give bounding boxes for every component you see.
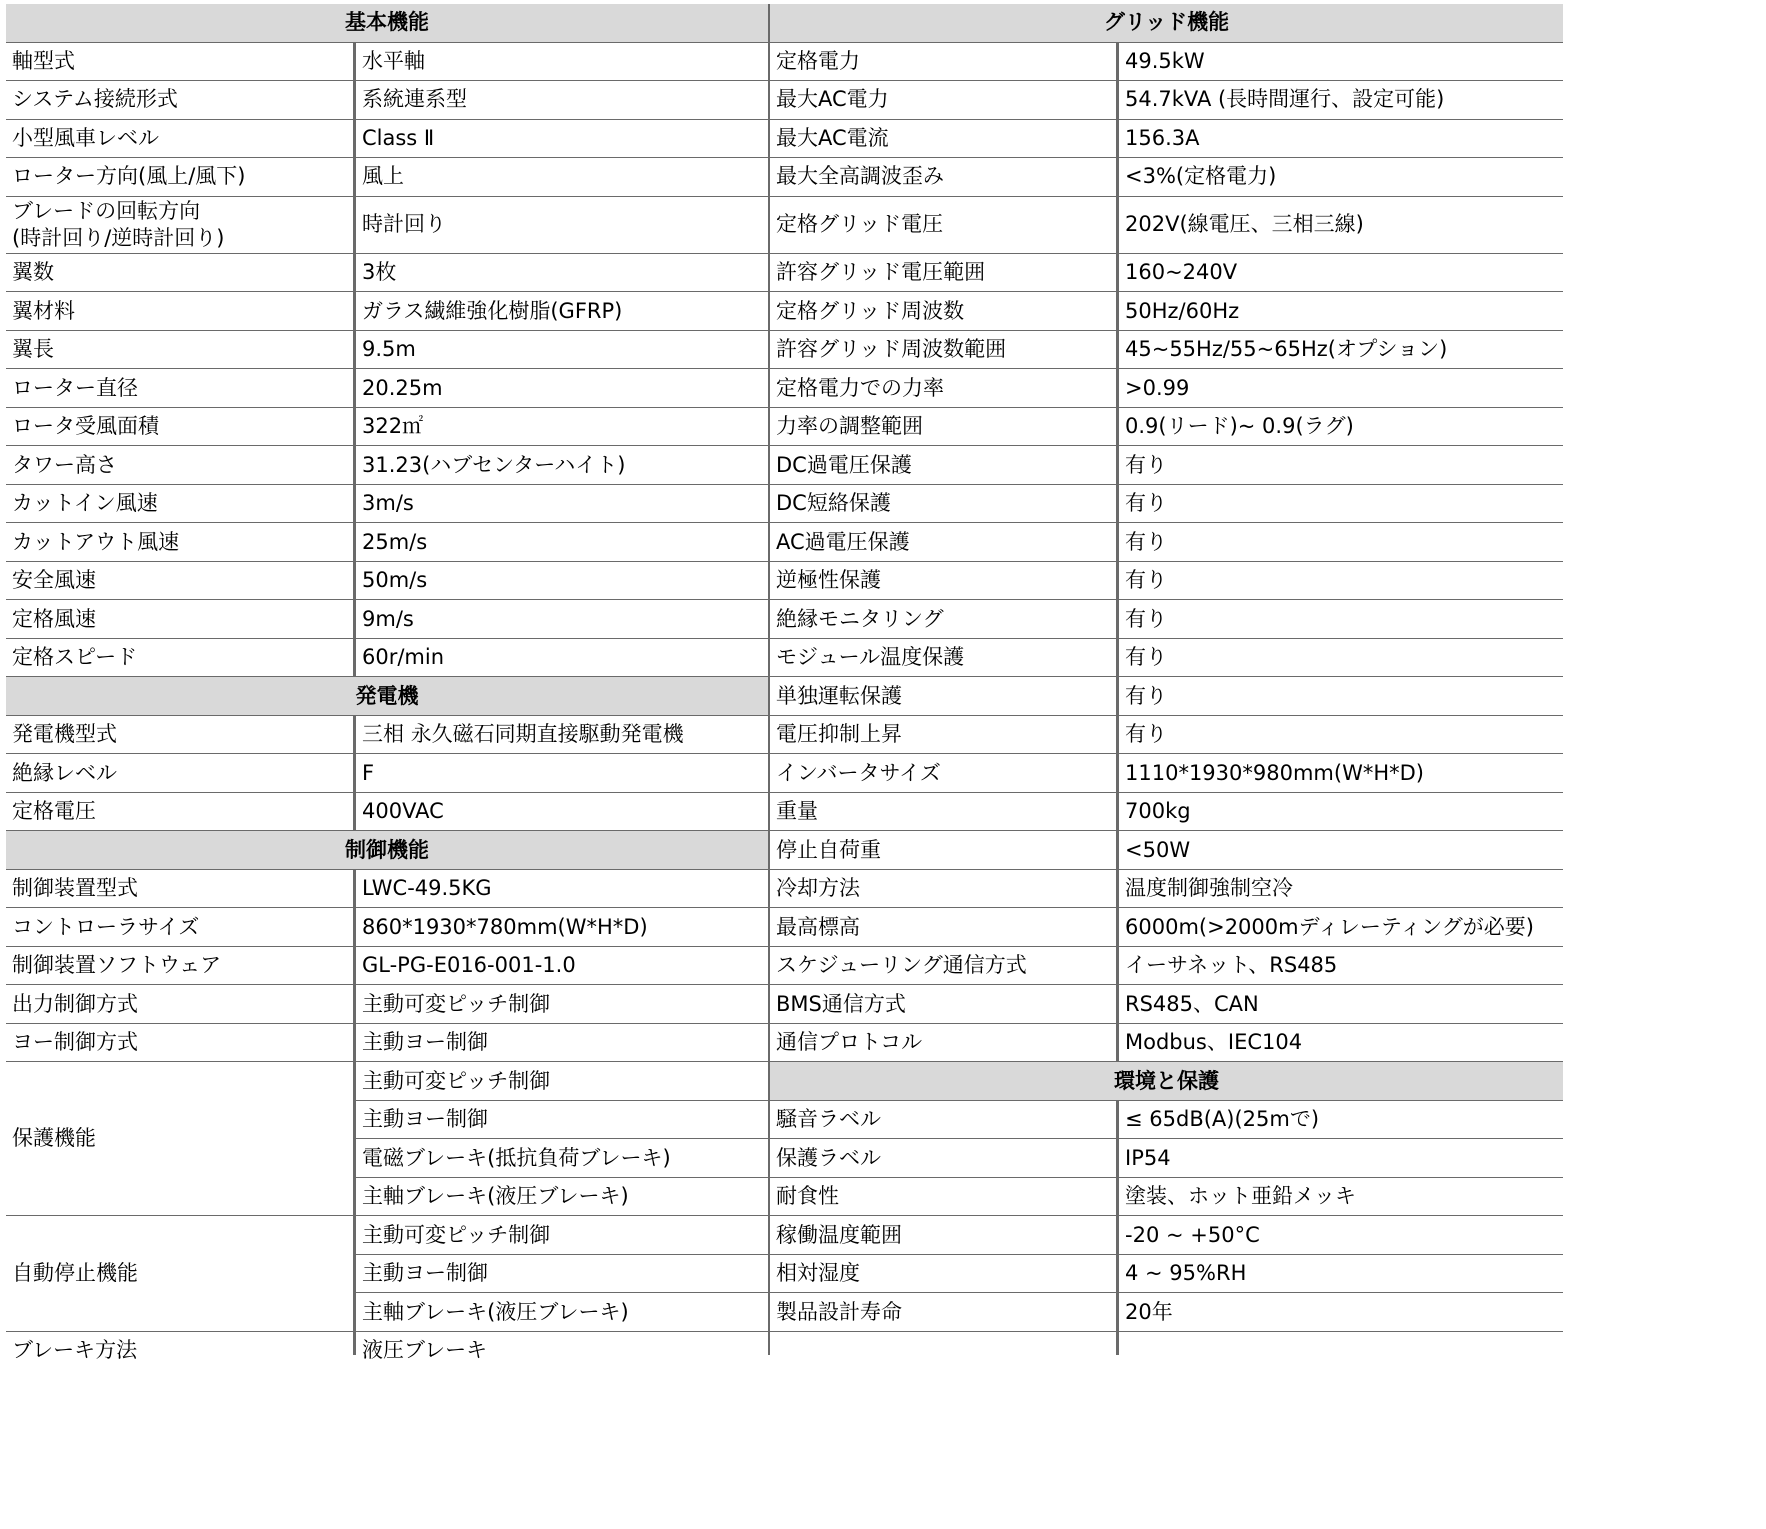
spec-label-text: 定格グリッド周波数 [776,298,965,323]
spec-label-text: 出力制御方式 [12,991,138,1016]
spec-value [1119,523,1563,561]
spec-label [6,985,353,1023]
spec-value-text: 6000m(>2000mディレーティングが必要) [1125,914,1535,939]
spec-value-text: 9.5m [362,337,416,362]
spec-value-text: 202V(線電圧、三相三線) [1125,212,1364,237]
spec-label-text: 力率の調整範囲 [776,414,923,439]
spec-label-text: AC過電圧保護 [776,529,910,554]
spec-label [770,1216,1116,1254]
spec-value [1119,677,1563,715]
spec-label [6,254,353,292]
spec-label [6,446,353,484]
spec-label [770,1101,1116,1139]
spec-value [356,254,768,292]
spec-label [770,831,1116,869]
protection-value [356,1139,768,1177]
spec-value-text: 塗装、ホット亜鉛メッキ [1125,1184,1356,1209]
spec-value-text: GL-PG-E016-001-1.0 [362,953,576,978]
spec-value [356,793,768,831]
spec-label [770,1139,1116,1177]
spec-label-text: 定格電力 [776,48,860,73]
spec-label-text: 軸型式 [12,48,75,73]
spec-value [356,870,768,908]
spec-value [356,158,768,196]
spec-value-text: 時計回り [362,212,446,237]
spec-value-text: 有り [1125,683,1167,708]
spec-value [1119,600,1563,638]
spec-label [6,369,353,407]
spec-value [1119,947,1563,985]
brake-label-text: ブレーキ方法 [12,1338,138,1363]
spec-label-text: 翼数 [12,260,54,285]
spec-label [6,523,353,561]
spec-label-text: 安全風速 [12,568,96,593]
section-control-header [6,831,768,869]
spec-value [1119,292,1563,330]
spec-label [6,408,353,446]
spec-label-text: 停止自荷重 [776,837,881,862]
spec-label-text: スケジューリング通信方式 [776,953,1027,978]
empty-cell [1119,1332,1563,1370]
spec-value [356,562,768,600]
spec-label-text: ブレードの回転方向 (時計回り/逆時計回り) [12,198,225,250]
spec-value [1119,793,1563,831]
spec-label-text: コントローラサイズ [12,914,200,939]
spec-value [356,408,768,446]
spec-value [1119,81,1563,119]
spec-value-text: -20 ~ +50°C [1125,1222,1260,1247]
spec-label-text: ローター直径 [12,375,138,400]
spec-value-text: 9m/s [362,606,414,631]
spec-label [6,120,353,158]
spec-label [6,870,353,908]
spec-label [770,523,1116,561]
spec-label [770,485,1116,523]
spec-value-text: 有り [1125,645,1167,670]
spec-label [770,1178,1116,1216]
spec-value-text: <3%(定格電力) [1125,164,1277,189]
spec-label-text: 絶縁レベル [12,760,117,785]
spec-label-text: インバータサイズ [776,760,941,785]
protection-value-text: 主軸ブレーキ(液圧ブレーキ) [362,1184,629,1209]
spec-value [1119,870,1563,908]
spec-value-text: 主動ヨー制御 [362,1030,488,1055]
spec-label [6,197,353,253]
protection-value-text: 主動可変ピッチ制御 [362,1068,551,1093]
spec-label-text: ヨー制御方式 [12,1030,138,1055]
left-column [6,4,768,1363]
spec-value-text: イーサネット、RS485 [1125,953,1338,978]
spec-value [356,639,768,677]
section-basic-header [6,4,768,42]
spec-label [6,600,353,638]
spec-value-text: 風上 [362,164,404,189]
spec-value-text: 3枚 [362,260,397,285]
spec-value-text: 49.5kW [1125,48,1205,73]
spec-label-text: タワー高さ [12,452,117,477]
spec-value [1119,158,1563,196]
section-environment-header [770,1062,1563,1100]
brake-value-text: 液圧ブレーキ [362,1338,488,1363]
section-basic-header-text: 基本機能 [345,10,429,35]
spec-label-text: 保護ラベル [776,1145,881,1170]
spec-value [1119,562,1563,600]
section-control-header-text: 制御機能 [345,837,429,862]
spec-value-text: 三相 永久磁石同期直接駆動発電機 [362,722,684,747]
spec-label-text: 最大AC電力 [776,87,889,112]
spec-value-text: 温度制御強制空冷 [1125,876,1293,901]
spec-value [356,369,768,407]
spec-value-text: 860*1930*780mm(W*H*D) [362,914,648,939]
spec-label [6,331,353,369]
spec-value [1119,716,1563,754]
spec-value-text: 有り [1125,529,1167,554]
brake-label [6,1332,353,1370]
spec-label-text: 定格スピード [12,645,138,670]
spec-value [356,947,768,985]
auto-stop-label-text: 自動停止機能 [12,1261,138,1286]
spec-label-text: 稼働温度範囲 [776,1222,902,1247]
spec-label [770,562,1116,600]
spec-value [356,908,768,946]
auto-stop-value [356,1255,768,1293]
spec-value [1119,1101,1563,1139]
auto-stop-value [356,1293,768,1331]
spec-value [356,120,768,158]
empty-cell [770,1332,1116,1370]
spec-value [1119,1255,1563,1293]
spec-value-text: 700kg [1125,799,1191,824]
spec-label-text: 逆極性保護 [776,568,881,593]
spec-label [770,677,1116,715]
spec-value-text: RS485、CAN [1125,991,1259,1016]
spec-value [1119,985,1563,1023]
protection-label-text: 保護機能 [12,1126,96,1151]
spec-value-text: 60r/min [362,645,445,670]
protection-value-text: 電磁ブレーキ(抵抗負荷ブレーキ) [362,1145,671,1170]
spec-value [1119,120,1563,158]
spec-value-text: 有り [1125,568,1167,593]
spec-label-text: DC短絡保護 [776,491,891,516]
spec-label-text: カットイン風速 [12,491,158,516]
spec-value-text: 20.25m [362,375,443,400]
spec-value-text: 0.9(リード)~ 0.9(ラグ) [1125,414,1354,439]
spec-label [770,1293,1116,1331]
spec-label-text: 小型風車レベル [12,125,159,150]
spec-label-text: 最大AC電流 [776,125,889,150]
spec-label [6,158,353,196]
protection-value [356,1101,768,1139]
spec-label-text: 翼材料 [12,298,75,323]
spec-label [770,754,1116,792]
spec-value [356,485,768,523]
auto-stop-value [356,1216,768,1254]
spec-label-text: 翼長 [12,337,54,362]
spec-value [1119,369,1563,407]
spec-label-text: 定格電力での力率 [776,375,944,400]
spec-label-text: 単独運転保護 [776,683,902,708]
spec-label-text: 定格風速 [12,606,96,631]
spec-value-text: 有り [1125,452,1167,477]
spec-value [1119,1139,1563,1177]
spec-label [770,600,1116,638]
spec-label [6,908,353,946]
spec-value-text: 25m/s [362,529,428,554]
spec-label [6,754,353,792]
spec-label [6,639,353,677]
spec-value-text: 主動可変ピッチ制御 [362,991,551,1016]
spec-label [6,1024,353,1062]
spec-label [6,947,353,985]
spec-value [356,331,768,369]
auto-stop-value-text: 主軸ブレーキ(液圧ブレーキ) [362,1299,629,1324]
spec-label-text: DC過電圧保護 [776,452,912,477]
section-grid-header-text: グリッド機能 [1103,10,1230,35]
spec-value [1119,1024,1563,1062]
spec-value [1119,254,1563,292]
spec-value-text: 4 ~ 95%RH [1125,1261,1247,1286]
protection-value-text: 主動ヨー制御 [362,1107,488,1132]
spec-label [770,408,1116,446]
spec-label [770,985,1116,1023]
spec-label [770,331,1116,369]
spec-value [1119,754,1563,792]
spec-label-text: ロータ受風面積 [12,414,159,439]
spec-value [356,292,768,330]
spec-value-text: 有り [1125,606,1167,631]
spec-value-text: 31.23(ハブセンターハイト) [362,452,626,477]
spec-value [356,81,768,119]
spec-label [770,1024,1116,1062]
spec-label [770,254,1116,292]
spec-value [1119,485,1563,523]
spec-value-text: 45~55Hz/55~65Hz(オプション) [1125,337,1448,362]
section-generator-header-text: 発電機 [355,683,419,708]
spec-value-text: ≤ 65dB(A)(25mで) [1125,1107,1320,1132]
spec-value [356,446,768,484]
auto-stop-label [6,1216,353,1331]
spec-label [770,793,1116,831]
spec-label [770,639,1116,677]
spec-label [6,81,353,119]
spec-value [356,43,768,81]
spec-value [1119,408,1563,446]
spec-label [770,43,1116,81]
spec-label [770,446,1116,484]
spec-label-text: カットアウト風速 [12,529,180,554]
spec-label-text: 最大全高調波歪み [776,164,944,189]
spec-label-text: 発電機型式 [12,722,117,747]
spec-label-text: BMS通信方式 [776,991,906,1016]
spec-label [6,485,353,523]
spec-value-text: 54.7kVA (長時間運行、設定可能) [1125,87,1445,112]
spec-label [770,1255,1116,1293]
spec-value-text: 20年 [1125,1299,1173,1324]
spec-value-text: 系統連系型 [362,87,467,112]
spec-label [770,908,1116,946]
spec-value-text: 400VAC [362,799,444,824]
spec-value-text: 3m/s [362,491,414,516]
protection-value [356,1178,768,1216]
spec-value-text: Modbus、IEC104 [1125,1030,1303,1055]
spec-label-text: 最高標高 [776,914,860,939]
protection-value [356,1062,768,1100]
spec-label-text: 許容グリッド周波数範囲 [776,337,1007,362]
section-grid-header [770,4,1563,42]
right-column [770,4,1563,1355]
spec-label [6,716,353,754]
spec-label [770,120,1116,158]
spec-label-text: 製品設計寿命 [776,1299,902,1324]
spec-value [356,1024,768,1062]
auto-stop-value-text: 主動可変ピッチ制御 [362,1222,551,1247]
spec-label-text: 定格グリッド電圧 [776,212,944,237]
spec-label [770,158,1116,196]
spec-label-text: システム接続形式 [12,87,178,112]
spec-label-text: 制御装置ソフトウェア [12,953,222,978]
spec-value-text: 50m/s [362,568,428,593]
spec-value [356,523,768,561]
spec-value [1119,1293,1563,1331]
spec-label-text: 相対湿度 [776,1261,860,1286]
spec-value-text: F [362,760,375,785]
spec-value [1119,908,1563,946]
spec-label-text: 騒音ラベル [776,1107,881,1132]
spec-value-text: 有り [1125,722,1167,747]
spec-value [1119,831,1563,869]
spec-value-text: 160~240V [1125,260,1238,285]
spec-value-text: ガラス繊維強化樹脂(GFRP) [362,298,623,323]
spec-label [6,562,353,600]
spec-value-text: LWC-49.5KG [362,876,492,901]
spec-value [356,600,768,638]
spec-value [1119,43,1563,81]
spec-label [770,947,1116,985]
spec-value-text: 1110*1930*980mm(W*H*D) [1125,760,1424,785]
section-generator-header [6,677,768,715]
spec-label [770,716,1116,754]
spec-label-text: 冷却方法 [776,876,860,901]
spec-label-text: 電圧抑制上昇 [776,722,902,747]
spec-value [356,754,768,792]
spec-label-text: 重量 [776,799,818,824]
spec-value [1119,446,1563,484]
spec-value [356,985,768,1023]
spec-label-text: 許容グリッド電圧範囲 [776,260,986,285]
auto-stop-value-text: 主動ヨー制御 [362,1261,488,1286]
spec-label [6,43,353,81]
spec-value-text: 有り [1125,491,1167,516]
spec-label [6,292,353,330]
spec-label-text: 絶縁モニタリング [776,606,944,631]
spec-label [770,81,1116,119]
spec-label-text: 定格電圧 [12,799,96,824]
spec-value [1119,197,1563,253]
spec-value-text: 水平軸 [362,48,425,73]
protection-label [6,1062,353,1215]
spec-value [1119,331,1563,369]
spec-value-text: IP54 [1125,1145,1171,1170]
spec-label [770,197,1116,253]
spec-value [1119,1178,1563,1216]
spec-value-text: 156.3A [1125,125,1200,150]
spec-value-text: <50W [1125,837,1191,862]
spec-value [356,716,768,754]
spec-label-text: 通信プロトコル [776,1030,923,1055]
spec-value [1119,639,1563,677]
section-environment-header-text: 環境と保護 [1114,1068,1219,1093]
spec-value-text: Class Ⅱ [362,125,435,150]
spec-table [6,4,1563,1363]
spec-value-text: >0.99 [1125,375,1190,400]
spec-label [770,292,1116,330]
spec-label-text: 制御装置型式 [12,876,138,901]
spec-label-text: 耐食性 [776,1184,839,1209]
spec-label [6,793,353,831]
spec-value [356,197,768,253]
spec-value [1119,1216,1563,1254]
spec-label-text: ローター方向(風上/風下) [12,164,246,189]
spec-label [770,870,1116,908]
spec-label-text: モジュール温度保護 [776,645,965,670]
brake-value [356,1332,768,1370]
spec-label [770,369,1116,407]
spec-value-text: 50Hz/60Hz [1125,298,1240,323]
spec-value-text: 322㎡ [362,414,424,439]
